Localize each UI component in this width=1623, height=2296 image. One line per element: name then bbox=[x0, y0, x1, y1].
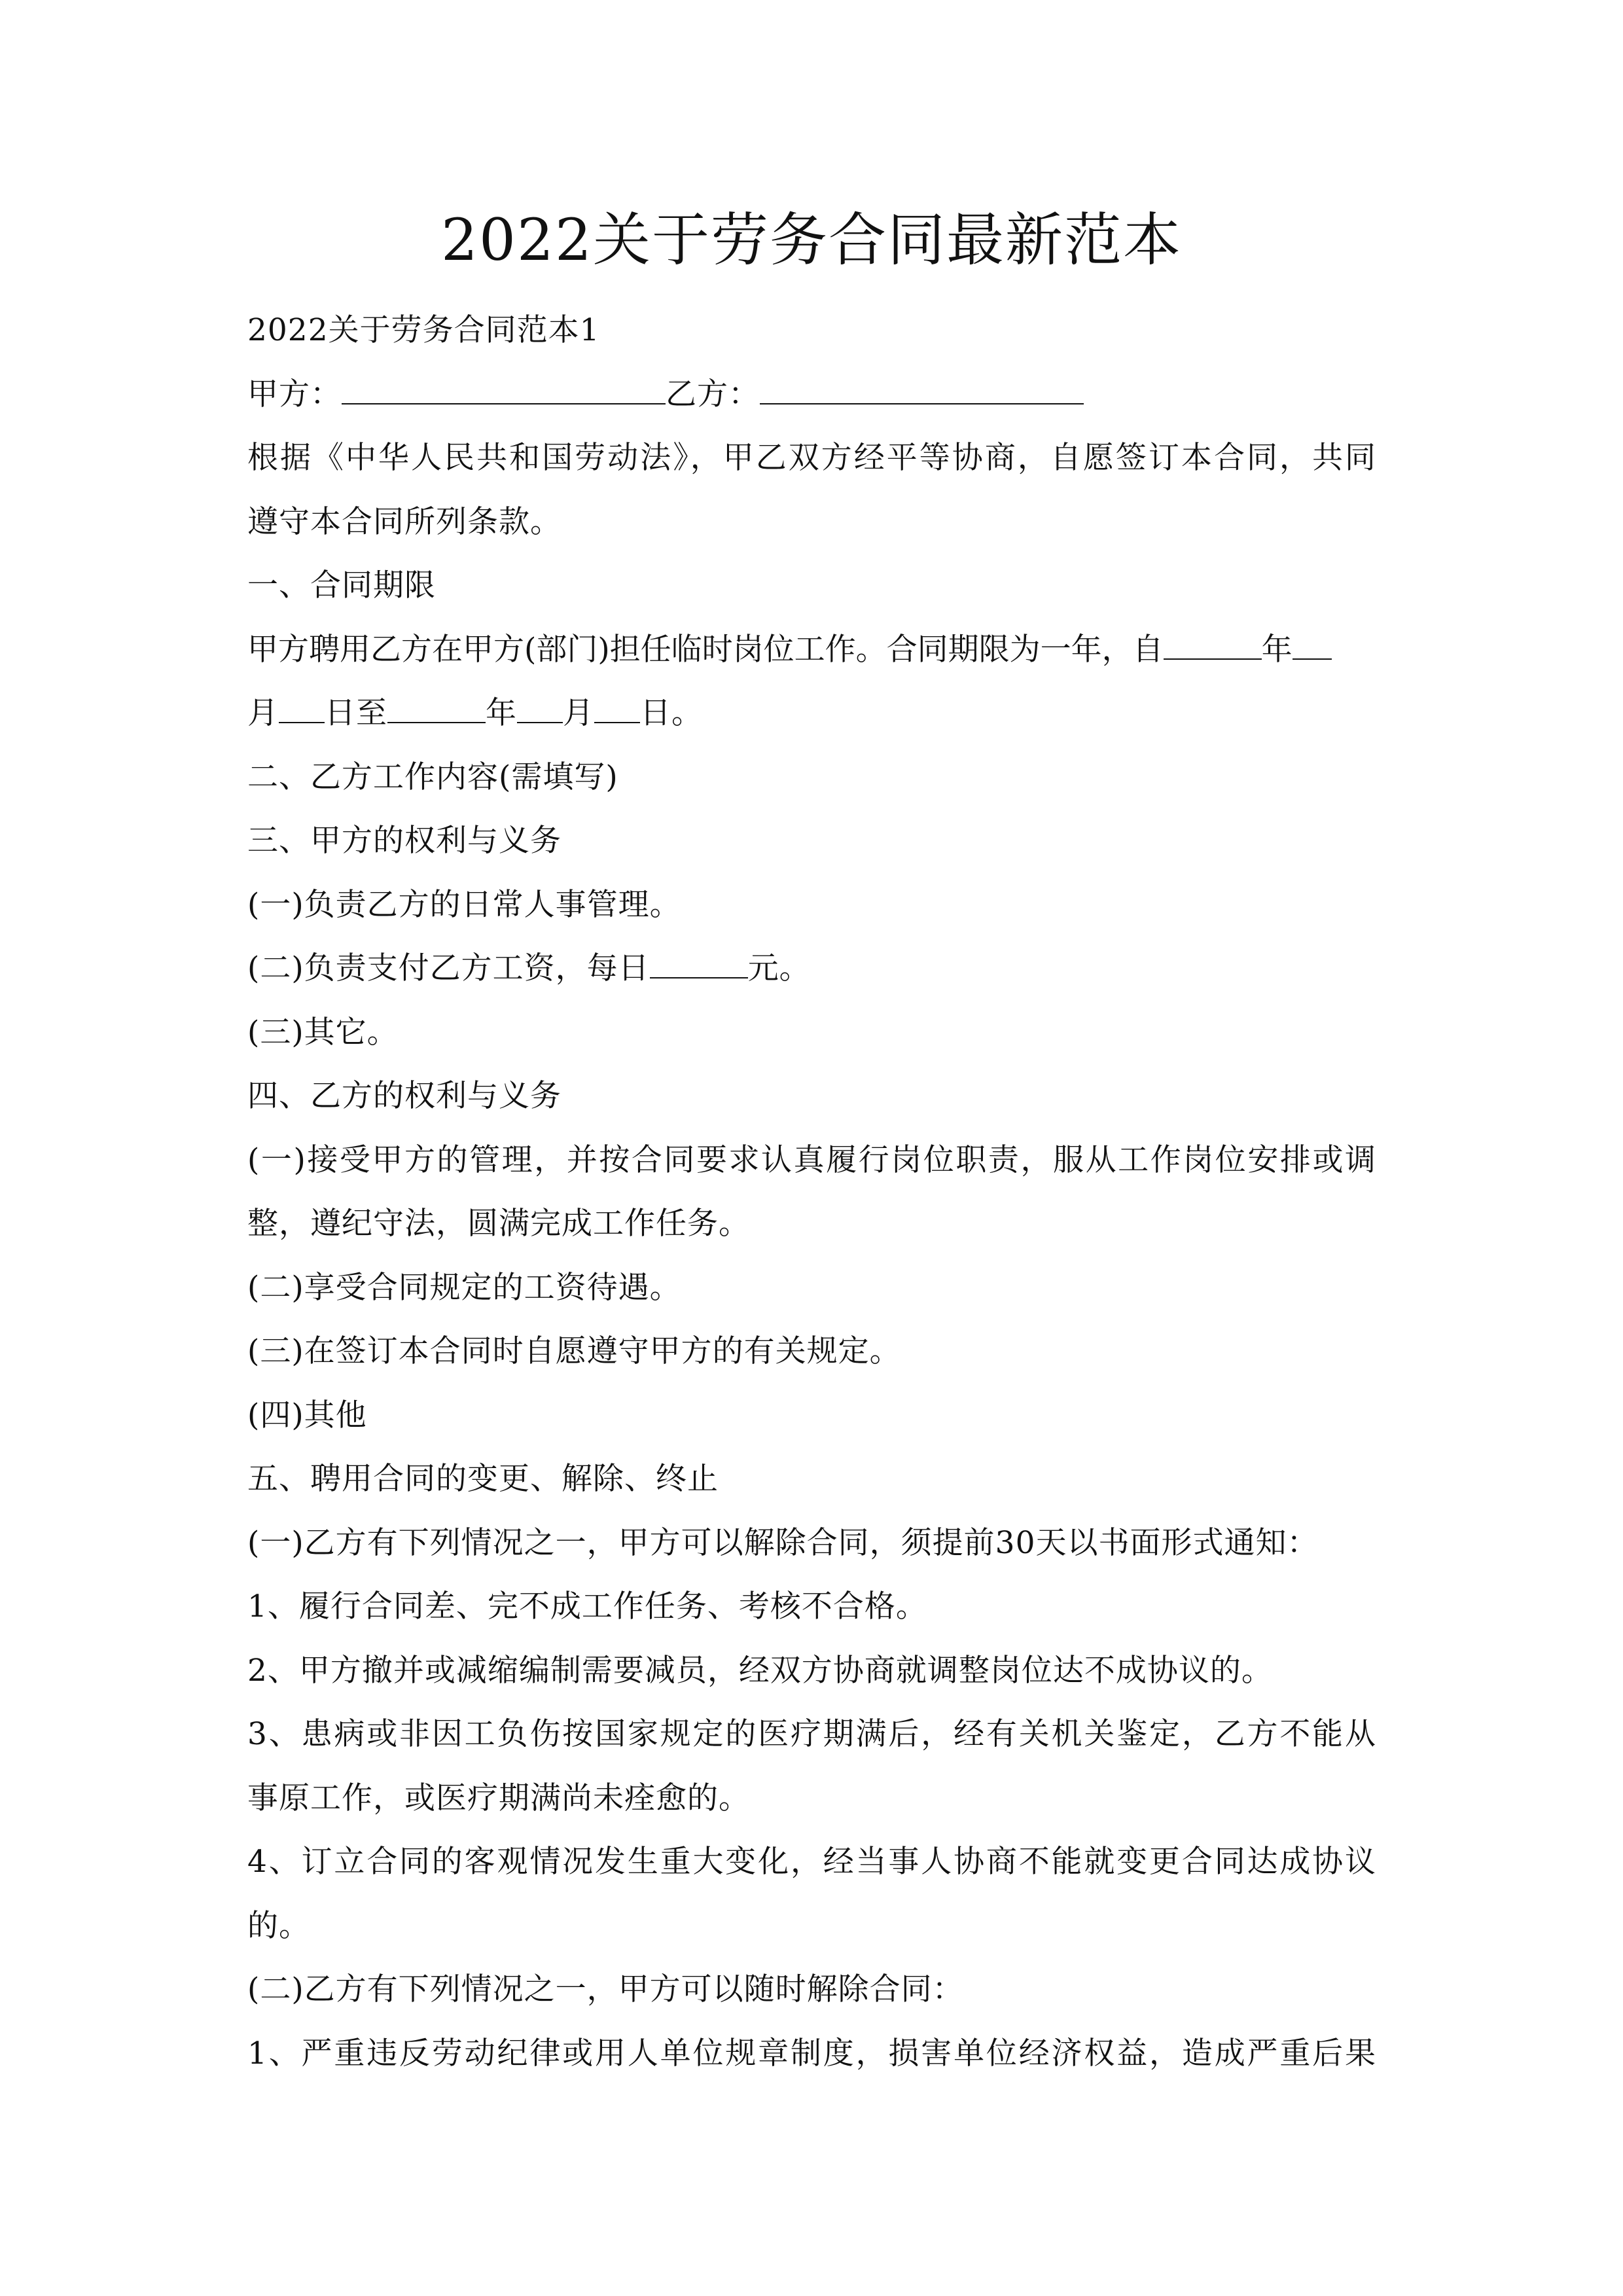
section-heading: 三、甲方的权利与义务 bbox=[247, 823, 562, 859]
paragraph-line: 根据《中华人民共和国劳动法》，甲乙双方经平等协商，自愿签订本合同，共同 bbox=[247, 440, 1376, 476]
start-year-blank[interactable] bbox=[1164, 632, 1262, 660]
section-heading: 四、乙方的权利与义务 bbox=[247, 1078, 562, 1114]
year-label: 年 bbox=[1261, 631, 1293, 668]
term-line-1 bbox=[247, 618, 1376, 682]
month-label: 月 bbox=[247, 695, 279, 731]
end-day-blank[interactable] bbox=[594, 696, 640, 723]
clause-line: (一)乙方有下列情况之一，甲方可以解除合同，须提前30天以书面形式通知： bbox=[247, 1524, 1319, 1561]
section-heading: 一、合同期限 bbox=[247, 567, 436, 603]
year-label: 年 bbox=[486, 695, 517, 731]
clause-line: 事原工作，或医疗期满尚未痊愈的。 bbox=[247, 1780, 750, 1816]
party-b-label: 乙方： bbox=[666, 376, 760, 412]
section-heading: 五、聘用合同的变更、解除、终止 bbox=[247, 1461, 719, 1497]
clause-line: 整，遵纪守法，圆满完成工作任务。 bbox=[247, 1206, 750, 1242]
section-heading: 二、乙方工作内容(需填写) bbox=[247, 759, 618, 795]
end-month-blank[interactable] bbox=[517, 696, 563, 723]
clause-line: 1、严重违反劳动纪律或用人单位规章制度，损害单位经济权益，造成严重后果 bbox=[247, 2035, 1376, 2072]
clause-line: (二)享受合同规定的工资待遇。 bbox=[247, 1269, 681, 1306]
clause-line: (三)在签订本合同时自愿遵守甲方的有关规定。 bbox=[247, 1333, 901, 1369]
wage-suffix: 元。 bbox=[747, 950, 811, 986]
subtitle: 2022关于劳务合同范本1 bbox=[247, 312, 600, 348]
start-month-blank[interactable] bbox=[1293, 632, 1332, 660]
day-end-label: 日。 bbox=[640, 695, 703, 731]
parties-line bbox=[247, 363, 1376, 427]
clause-line: (三)其它。 bbox=[247, 1014, 399, 1050]
party-b-blank[interactable] bbox=[760, 377, 1084, 404]
wage-line bbox=[247, 937, 1376, 1001]
clause-line: 3、患病或非因工负伤按国家规定的医疗期满后，经有关机关鉴定，乙方不能从 bbox=[247, 1716, 1376, 1752]
clause-line: 4、订立合同的客观情况发生重大变化，经当事人协商不能就变更合同达成协议 bbox=[247, 1844, 1376, 1880]
document-title: 2022关于劳务合同最新范本 bbox=[441, 206, 1182, 274]
paragraph-line: 遵守本合同所列条款。 bbox=[247, 503, 562, 540]
document-body bbox=[247, 298, 1376, 2085]
term-text: 甲方聘用乙方在甲方(部门)担任临时岗位工作。合同期限为一年，自 bbox=[247, 631, 1164, 668]
end-year-blank[interactable] bbox=[387, 696, 486, 723]
clause-line: 的。 bbox=[247, 1907, 310, 1944]
term-line-2 bbox=[247, 681, 1376, 745]
start-day-blank[interactable] bbox=[279, 696, 325, 723]
month-label: 月 bbox=[563, 695, 594, 731]
daily-wage-blank[interactable] bbox=[650, 951, 748, 978]
clause-line: (一)接受甲方的管理，并按合同要求认真履行岗位职责，服从工作岗位安排或调 bbox=[247, 1141, 1376, 1178]
clause-line: 2、甲方撤并或减缩编制需要减员，经双方协商就调整岗位达不成协议的。 bbox=[247, 1652, 1273, 1689]
to-label: 日至 bbox=[325, 695, 387, 731]
party-a-blank[interactable] bbox=[342, 377, 666, 404]
clause-line: 1、履行合同差、完不成工作任务、考核不合格。 bbox=[247, 1588, 927, 1624]
party-a-label: 甲方： bbox=[247, 376, 342, 412]
clause-line: (二)乙方有下列情况之一，甲方可以随时解除合同： bbox=[247, 1971, 964, 2007]
clause-line: (四)其他 bbox=[247, 1397, 367, 1433]
clause-line: (一)负责乙方的日常人事管理。 bbox=[247, 886, 681, 923]
wage-prefix: (二)负责支付乙方工资，每日 bbox=[247, 950, 650, 986]
